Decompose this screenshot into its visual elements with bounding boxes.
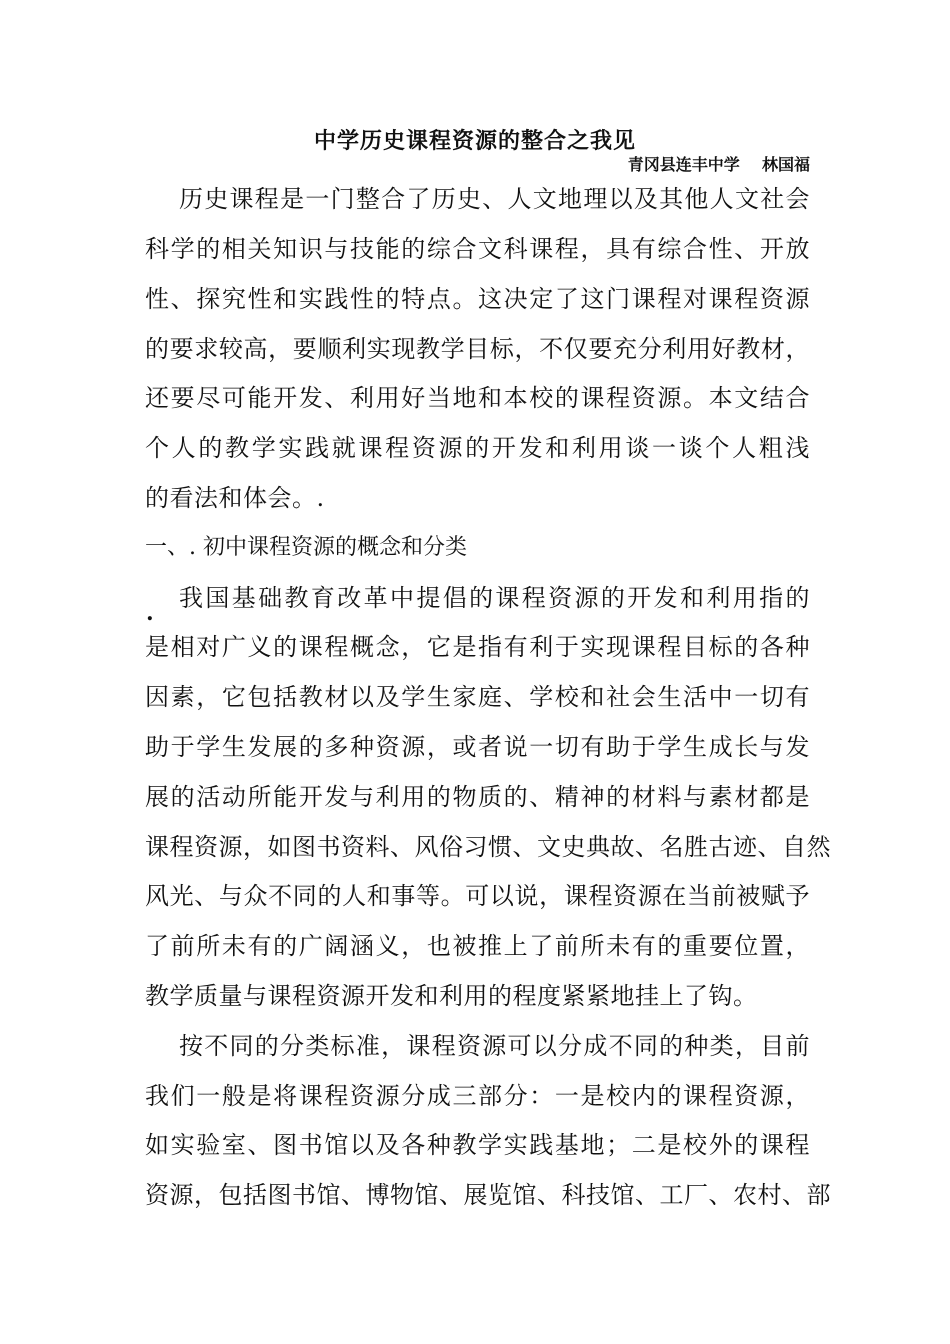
paragraph-line: 是相对广义的课程概念，它是指有利于实现课程目标的各种 [145, 633, 810, 661]
paragraph-line: 了前所未有的广阔涵义，也被推上了前所未有的重要位置， [145, 932, 810, 960]
document-title: 中学历史课程资源的整合之我见 [313, 129, 636, 154]
author-byline: 青冈县连丰中学 林国福 [627, 155, 810, 174]
paragraph-line: 课程资源，如图书资料、风俗习惯、文史典故、名胜古迹、自然 [145, 833, 831, 861]
paragraph-line: 我国基础教育改革中提倡的课程资源的开发和利用指的 [179, 584, 810, 612]
section-heading: 一、. 初中课程资源的概念和分类 [145, 535, 467, 560]
paragraph-line: 教学质量与课程资源开发和利用的程度紧紧地挂上了钩。 [145, 982, 758, 1010]
paragraph-line: 还要尽可能开发、利用好当地和本校的课程资源。本文结合 [145, 384, 810, 412]
paragraph-line: 的看法和体会。. [145, 484, 325, 512]
paragraph-line: 如实验室、图书馆以及各种教学实践基地；二是校外的课程 [145, 1131, 810, 1159]
paragraph-line: 个人的教学实践就课程资源的开发和利用谈一谈个人粗浅 [145, 434, 810, 462]
paragraph-line: 风光、与众不同的人和事等。可以说，课程资源在当前被赋予 [145, 882, 810, 910]
paragraph-line: 展的活动所能开发与利用的物质的、精神的材料与素材都是 [145, 783, 810, 811]
paragraph-line: 的要求较高，要顺利实现教学目标，不仅要充分利用好教材， [145, 335, 810, 363]
paragraph-line: 历史课程是一门整合了历史、人文地理以及其他人文社会 [179, 185, 810, 213]
paragraph-line: 按不同的分类标准，课程资源可以分成不同的种类，目前 [179, 1032, 810, 1060]
paragraph-line: 助于学生发展的多种资源，或者说一切有助于学生成长与发 [145, 733, 810, 761]
stray-mark: . [146, 600, 154, 626]
paragraph-line: 因素，它包括教材以及学生家庭、学校和社会生活中一切有 [145, 683, 810, 711]
paragraph-line: 我们一般是将课程资源分成三部分：一是校内的课程资源， [145, 1082, 810, 1110]
paragraph-line: 科学的相关知识与技能的综合文科课程，具有综合性、开放 [145, 235, 810, 263]
paragraph-line: 资源，包括图书馆、博物馆、展览馆、科技馆、工厂、农村、部 [145, 1181, 831, 1209]
paragraph-line: 性、探究性和实践性的特点。这决定了这门课程对课程资源 [145, 285, 810, 313]
